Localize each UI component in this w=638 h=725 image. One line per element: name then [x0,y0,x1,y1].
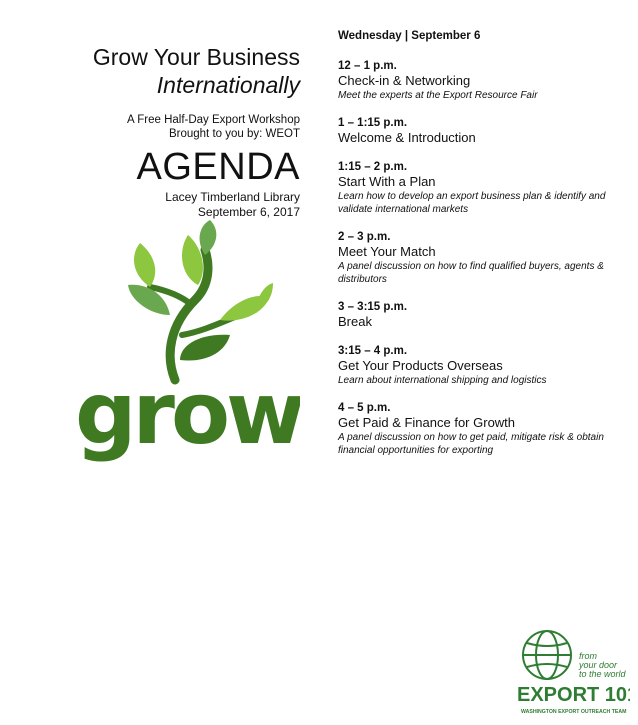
export-101-name: EXPORT 101 [517,684,630,706]
title-line-1: Grow Your Business [92,44,300,70]
item-title: Get Your Products Overseas [338,358,503,373]
item-description: A panel discussion on how to get paid, mitigate risk & obtain financial opportunities for exporting [338,432,604,456]
schedule-day: Wednesday | September 6 [338,30,481,42]
schedule-item [338,401,628,457]
item-time: 1:15 – 2 p.m. [338,161,408,173]
item-time: 3 – 3:15 p.m. [338,301,408,313]
schedule [338,30,628,471]
schedule-item [338,59,628,102]
export-team-name: WASHINGTON EXPORT OUTREACH TEAM [521,709,627,715]
item-title: Get Paid & Finance for Growth [338,415,516,430]
sprout-leaves-icon [70,215,300,465]
item-description: A panel discussion on how to find qualified buyers, agents & distributors [338,261,604,285]
grow-logo [70,215,300,465]
item-description: Meet the experts at the Export Resource Fair [338,90,538,101]
export-logo-graphic [515,625,630,720]
export-101-logo [515,625,630,720]
item-title: Welcome & Introduction [338,130,476,145]
item-title: Meet Your Match [338,244,436,259]
subtitle-line-2: Brought to you by: WEOT [168,128,300,140]
schedule-item [338,344,628,387]
item-time: 2 – 3 p.m. [338,231,391,243]
item-description: Learn how to develop an export business plan & identify and validate international markets [338,191,606,215]
event-date: September 6, 2017 [197,205,300,219]
tagline-1: from [579,651,597,661]
subtitle-line-1: A Free Half-Day Export Workshop [127,114,300,126]
venue: Lacey Timberland Library [165,190,300,204]
item-description: Learn about international shipping and logistics [338,375,547,386]
item-time: 1 – 1:15 p.m. [338,117,408,129]
item-time: 3:15 – 4 p.m. [338,345,408,357]
item-title: Break [338,314,372,329]
tagline-2: your door [579,660,618,670]
schedule-item [338,230,628,286]
item-title: Start With a Plan [338,174,436,189]
schedule-list [338,59,628,457]
schedule-item [338,300,628,330]
grow-wordmark: grow [75,364,300,464]
item-time: 4 – 5 p.m. [338,402,391,414]
schedule-item [338,160,628,216]
tagline-3: to the world [579,669,626,679]
agenda-heading: AGENDA [136,146,300,188]
globe-icon [523,631,571,679]
item-time: 12 – 1 p.m. [338,60,397,72]
item-title: Check-in & Networking [338,73,471,88]
title-line-2: Internationally [156,72,300,98]
schedule-item [338,116,628,146]
